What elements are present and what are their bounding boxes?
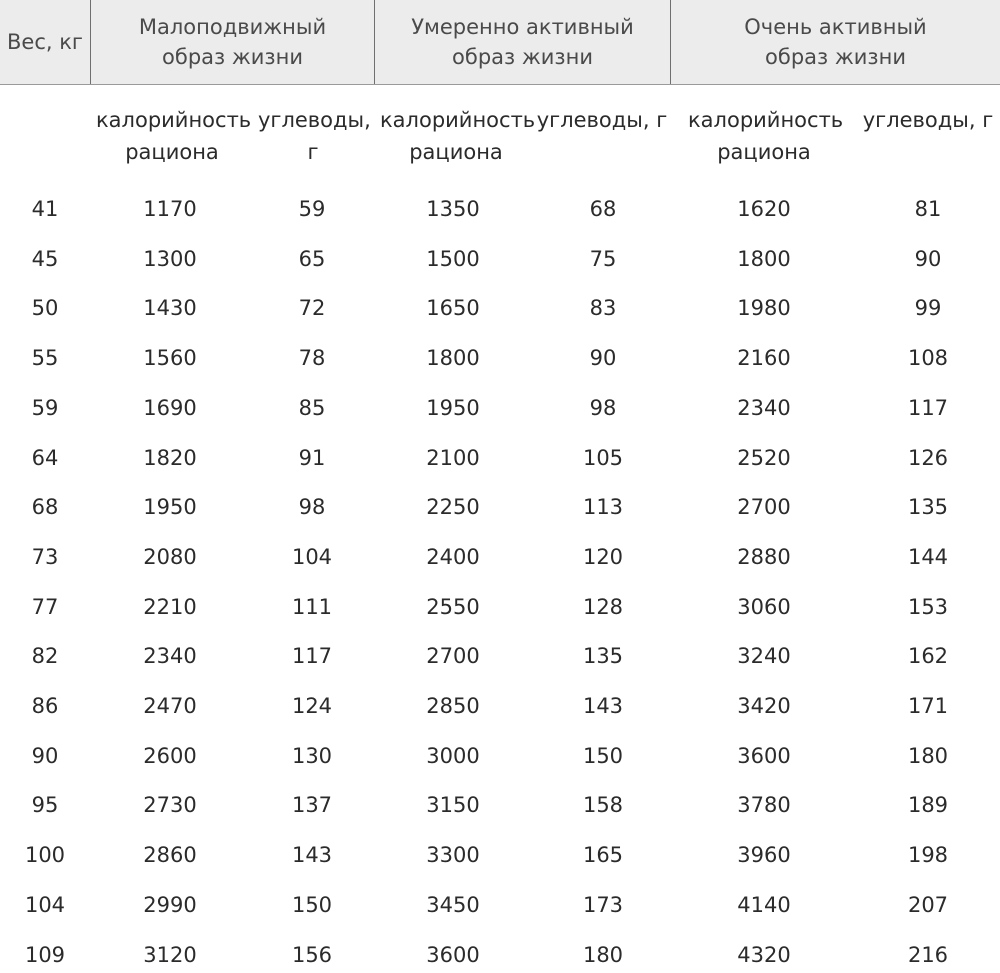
cell-moderate-calories: 1950 <box>426 395 480 420</box>
cell-sedentary-calories: 3120 <box>143 942 197 967</box>
cell-weight: 95 <box>31 793 59 818</box>
cell-sedentary-calories: 1300 <box>143 246 197 271</box>
cell-very-active-calories: 3420 <box>737 694 791 718</box>
cell-sedentary-calories: 1170 <box>143 197 197 221</box>
table-header <box>0 0 1000 85</box>
cell-very-active-carbs: 189 <box>907 793 949 818</box>
cell-sedentary-carbs: 150 <box>291 892 333 917</box>
cell-moderate-calories: 2400 <box>426 544 480 569</box>
cell-very-active-calories: 3600 <box>737 743 791 768</box>
cell-moderate-carbs: 158 <box>582 793 624 818</box>
header-very-active-label: Очень активный образ жизни <box>744 15 927 69</box>
cell-moderate-calories: 3150 <box>426 793 480 818</box>
cell-sedentary-carbs: 78 <box>298 346 326 371</box>
cell-weight: 45 <box>31 246 59 271</box>
cell-very-active-calories: 2700 <box>737 495 791 520</box>
cell-weight: 82 <box>31 644 59 669</box>
cell-moderate-calories: 1350 <box>426 197 480 221</box>
cell-sedentary-carbs: 104 <box>291 544 333 569</box>
cell-very-active-calories: 4140 <box>737 892 791 917</box>
cell-sedentary-carbs: 65 <box>298 246 326 271</box>
cell-weight: 41 <box>31 197 59 221</box>
cell-moderate-calories: 2700 <box>426 644 480 669</box>
cell-weight: 109 <box>24 942 66 967</box>
cell-moderate-carbs: 173 <box>582 892 624 917</box>
cell-sedentary-calories: 2340 <box>143 644 197 669</box>
cell-very-active-calories: 2160 <box>737 346 791 371</box>
cell-moderate-calories: 3600 <box>426 942 480 967</box>
table-row <box>0 638 1000 674</box>
cell-weight: 86 <box>31 694 59 718</box>
cell-moderate-calories: 3000 <box>426 743 480 768</box>
header-weight-label: Вес, кг <box>7 30 83 54</box>
cell-sedentary-calories: 2990 <box>143 892 197 917</box>
header-moderate <box>375 0 670 84</box>
cell-sedentary-calories: 2600 <box>143 743 197 768</box>
cell-moderate-calories: 2550 <box>426 594 480 619</box>
cell-very-active-carbs: 117 <box>907 395 949 420</box>
cell-sedentary-calories: 2210 <box>143 594 197 619</box>
header-weight <box>0 0 90 84</box>
cell-very-active-carbs: 162 <box>907 644 949 669</box>
cell-very-active-calories: 4320 <box>737 942 791 967</box>
subheader-very-active-carbs: углеводы, г <box>862 108 994 132</box>
table-row <box>0 589 1000 625</box>
cell-moderate-carbs: 135 <box>582 644 624 669</box>
cell-very-active-calories: 3780 <box>737 793 791 818</box>
table-row <box>0 440 1000 476</box>
cell-moderate-calories: 2250 <box>426 495 480 520</box>
cell-very-active-calories: 3060 <box>737 594 791 619</box>
cell-very-active-carbs: 144 <box>907 544 949 569</box>
cell-very-active-carbs: 90 <box>914 246 942 271</box>
table-row <box>0 241 1000 277</box>
cell-moderate-calories: 2100 <box>426 445 480 470</box>
subheader-moderate-carbs: углеводы, г <box>536 108 668 132</box>
cell-moderate-carbs: 90 <box>589 346 617 371</box>
cell-moderate-calories: 3450 <box>426 892 480 917</box>
cell-moderate-carbs: 105 <box>582 445 624 470</box>
cell-very-active-carbs: 207 <box>907 892 949 917</box>
cell-very-active-carbs: 108 <box>907 346 949 371</box>
table-row <box>0 837 1000 873</box>
subheader-sedentary-carbs: углеводы, г <box>258 108 371 164</box>
table-row <box>0 539 1000 575</box>
cell-sedentary-carbs: 156 <box>291 942 333 967</box>
table-row <box>0 340 1000 376</box>
cell-sedentary-calories: 2730 <box>143 793 197 818</box>
table-row <box>0 688 1000 724</box>
cell-moderate-carbs: 83 <box>589 296 617 321</box>
header-very-active <box>671 0 1000 84</box>
cell-sedentary-carbs: 124 <box>291 694 333 718</box>
cell-sedentary-carbs: 111 <box>291 594 333 619</box>
cell-moderate-carbs: 128 <box>582 594 624 619</box>
cell-very-active-carbs: 81 <box>914 197 942 221</box>
cell-sedentary-carbs: 91 <box>298 445 326 470</box>
cell-sedentary-carbs: 72 <box>298 296 326 321</box>
cell-weight: 77 <box>31 594 59 619</box>
cell-weight: 50 <box>31 296 59 321</box>
table-row <box>0 290 1000 326</box>
cell-very-active-carbs: 180 <box>907 743 949 768</box>
subheader-sedentary-calories: калорийность рациона <box>96 108 252 164</box>
cell-very-active-calories: 2520 <box>737 445 791 470</box>
cell-moderate-carbs: 165 <box>582 843 624 868</box>
table-row <box>0 390 1000 426</box>
cell-very-active-calories: 3960 <box>737 843 791 868</box>
cell-moderate-carbs: 98 <box>589 395 617 420</box>
cell-sedentary-calories: 1950 <box>143 495 197 520</box>
cell-sedentary-calories: 1430 <box>143 296 197 321</box>
cell-weight: 90 <box>31 743 59 768</box>
cell-very-active-carbs: 198 <box>907 843 949 868</box>
cell-sedentary-carbs: 143 <box>291 843 333 868</box>
cell-sedentary-calories: 2860 <box>143 843 197 868</box>
table-row <box>0 738 1000 774</box>
cell-moderate-carbs: 143 <box>582 694 624 718</box>
cell-very-active-calories: 2340 <box>737 395 791 420</box>
cell-weight: 64 <box>31 445 59 470</box>
cell-sedentary-carbs: 85 <box>298 395 326 420</box>
header-moderate-label: Умеренно активный образ жизни <box>411 15 634 69</box>
cell-very-active-carbs: 126 <box>907 445 949 470</box>
cell-weight: 100 <box>24 843 66 868</box>
cell-moderate-carbs: 150 <box>582 743 624 768</box>
subheader-very-active-calories: калорийность рациона <box>688 108 844 164</box>
cell-sedentary-carbs: 137 <box>291 793 333 818</box>
header-sedentary-label: Малоподвижный образ жизни <box>138 15 327 69</box>
cell-moderate-carbs: 180 <box>582 942 624 967</box>
cell-weight: 104 <box>24 892 66 917</box>
cell-moderate-carbs: 113 <box>582 495 624 520</box>
cell-very-active-calories: 3240 <box>737 644 791 669</box>
cell-moderate-carbs: 75 <box>589 246 617 271</box>
cell-weight: 73 <box>31 544 59 569</box>
table-row <box>0 191 1000 227</box>
cell-very-active-calories: 1620 <box>737 197 791 221</box>
cell-moderate-carbs: 120 <box>582 544 624 569</box>
subheader-moderate-calories: калорийность рациона <box>380 108 536 164</box>
table-row <box>0 489 1000 525</box>
cell-very-active-calories: 1800 <box>737 246 791 271</box>
cell-moderate-calories: 1500 <box>426 246 480 271</box>
cell-sedentary-calories: 2080 <box>143 544 197 569</box>
cell-weight: 68 <box>31 495 59 520</box>
cell-sedentary-calories: 1560 <box>143 346 197 371</box>
cell-very-active-calories: 1980 <box>737 296 791 321</box>
cell-sedentary-calories: 2470 <box>143 694 197 718</box>
header-sedentary <box>91 0 374 84</box>
cell-sedentary-carbs: 59 <box>298 197 326 221</box>
cell-very-active-carbs: 99 <box>914 296 942 321</box>
cell-moderate-calories: 1800 <box>426 346 480 371</box>
cell-very-active-calories: 2880 <box>737 544 791 569</box>
cell-sedentary-calories: 1820 <box>143 445 197 470</box>
table-row <box>0 937 1000 973</box>
cell-very-active-carbs: 171 <box>907 694 949 718</box>
cell-moderate-calories: 1650 <box>426 296 480 321</box>
cell-very-active-carbs: 135 <box>907 495 949 520</box>
cell-sedentary-calories: 1690 <box>143 395 197 420</box>
cell-sedentary-carbs: 117 <box>291 644 333 669</box>
cell-weight: 55 <box>31 346 59 371</box>
cell-very-active-carbs: 216 <box>907 942 949 967</box>
table-row <box>0 787 1000 823</box>
cell-moderate-calories: 3300 <box>426 843 480 868</box>
cell-moderate-carbs: 68 <box>589 197 617 221</box>
table-row <box>0 887 1000 923</box>
cell-weight: 59 <box>31 395 59 420</box>
cell-sedentary-carbs: 98 <box>298 495 326 520</box>
cell-sedentary-carbs: 130 <box>291 743 333 768</box>
cell-moderate-calories: 2850 <box>426 694 480 718</box>
cell-very-active-carbs: 153 <box>907 594 949 619</box>
